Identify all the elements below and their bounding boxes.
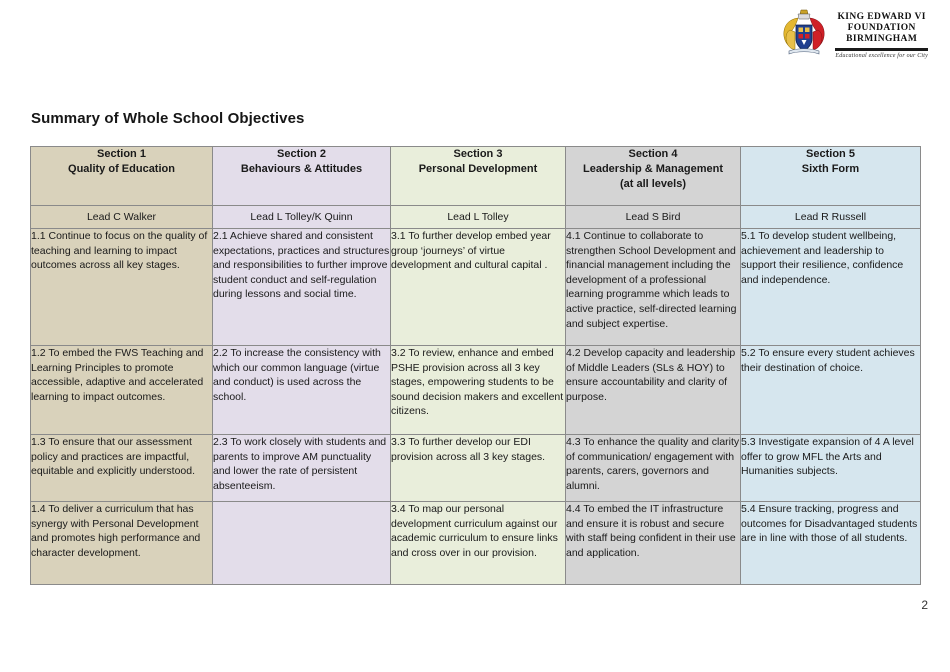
objective-cell-5-2: 5.2 To ensure every student achieves their destination of choice. [741, 346, 921, 435]
section-title-4: Leadership & Management [583, 163, 723, 175]
logo-wordmark [835, 8, 928, 59]
section-number-3: Section 3 [453, 148, 503, 160]
logo-tagline: Educational excellence for our City [835, 53, 928, 59]
objective-cell-3-2: 3.2 To review, enhance and embed PSHE provision across all 3 key stages, empowering students to be sound decision makers and excellent citizens. [391, 346, 566, 435]
organisation-logo [781, 8, 928, 59]
objective-cell-2-2: 2.2 To increase the consistency with which our common language (virtue and conduct) is used across the school. [213, 346, 391, 435]
objective-cell-1-4: 1.4 To deliver a curriculum that has synergy with Personal Development and promotes high performance and character development. [31, 502, 213, 585]
section-header-5 [741, 147, 921, 206]
table-row [31, 502, 921, 585]
section-title-2: Behaviours & Attitudes [240, 163, 363, 175]
lead-cell-4: Lead S Bird [566, 206, 741, 229]
lead-cell-2: Lead L Tolley/K Quinn [213, 206, 391, 229]
section-number-1: Section 1 [97, 148, 146, 160]
objective-cell-4-4: 4.4 To embed the IT infrastructure and ensure it is robust and secure with staff being confident in their use and application. [566, 502, 741, 585]
objective-cell-3-1: 3.1 To further develop embed year group ‘journeys’ of virtue development and cultural capital . [391, 229, 566, 346]
table-lead-row [31, 206, 921, 229]
logo-line-1: KING EDWARD VI [837, 12, 926, 22]
logo-line-2: FOUNDATION [847, 23, 916, 33]
lead-cell-5: Lead R Russell [741, 206, 921, 229]
objective-cell-4-3: 4.3 To enhance the quality and clarity of communication/ engagement with parents, carers, governors and alumni. [566, 435, 741, 502]
section-title-1: Quality of Education [68, 163, 175, 175]
section-header-2 [213, 147, 391, 206]
section-header-4 [566, 147, 741, 206]
page-title: Summary of Whole School Objectives [31, 110, 305, 127]
section-header-3 [391, 147, 566, 206]
objective-cell-3-3: 3.3 To further develop our EDI provision across all 3 key stages. [391, 435, 566, 502]
lead-cell-1: Lead C Walker [31, 206, 213, 229]
objective-cell-5-4: 5.4 Ensure tracking, progress and outcomes for Disadvantaged students are in line with those of all students. [741, 502, 921, 585]
page-number: 2 [921, 598, 928, 612]
table-row [31, 346, 921, 435]
objective-cell-1-2: 1.2 To embed the FWS Teaching and Learning Principles to promote accessible, adaptive and accelerated learning to impact outcomes. [31, 346, 213, 435]
table-row [31, 435, 921, 502]
section-number-4: Section 4 [628, 148, 678, 160]
objective-cell-5-3: 5.3 Investigate expansion of 4 A level offer to grow MFL the Arts and Humanities subjects. [741, 435, 921, 502]
table-row [31, 229, 921, 346]
objective-cell-2-1: 2.1 Achieve shared and consistent expectations, practices and structures and responsibilities to further improve student conduct and self-regulation during lessons and social time. [213, 229, 391, 346]
objective-cell-5-1: 5.1 To develop student wellbeing, achievement and leadership to support their resilience, confidence and independence. [741, 229, 921, 346]
section-number-5: Section 5 [806, 148, 855, 160]
coat-of-arms-crest-icon [781, 8, 827, 58]
logo-line-3: BIRMINGHAM [846, 34, 918, 44]
section-number-2: Section 2 [277, 148, 326, 160]
lead-cell-3: Lead L Tolley [391, 206, 566, 229]
whole-school-objectives-table [30, 146, 921, 585]
section-title-5: Sixth Form [801, 163, 860, 175]
objective-cell-4-2: 4.2 Develop capacity and leadership of Middle Leaders (SLs & HOY) to ensure accountability and clarity of purpose. [566, 346, 741, 435]
objective-cell-1-1: 1.1 Continue to focus on the quality of teaching and learning to impact outcomes across all key stages. [31, 229, 213, 346]
section-header-1 [31, 147, 213, 206]
objective-cell-4-1: 4.1 Continue to collaborate to strengthen School Development and financial management including the development of a professional learning programme which leads to active practice, self-directed learning and subject expertise. [566, 229, 741, 346]
objective-cell-2-4 [213, 502, 391, 585]
logo-divider-rule [835, 48, 928, 51]
section-subtitle-4: (at all levels) [619, 178, 687, 190]
section-title-3: Personal Development [418, 163, 538, 175]
objective-cell-1-3: 1.3 To ensure that our assessment policy and practices are impactful, equitable and explicitly understood. [31, 435, 213, 502]
table-header-row [31, 147, 921, 206]
objective-cell-2-3: 2.3 To work closely with students and parents to improve AM punctuality and lower the rate of persistent absenteeism. [213, 435, 391, 502]
objective-cell-3-4: 3.4 To map our personal development curriculum against our academic curriculum to ensure links and cross over in our provision. [391, 502, 566, 585]
